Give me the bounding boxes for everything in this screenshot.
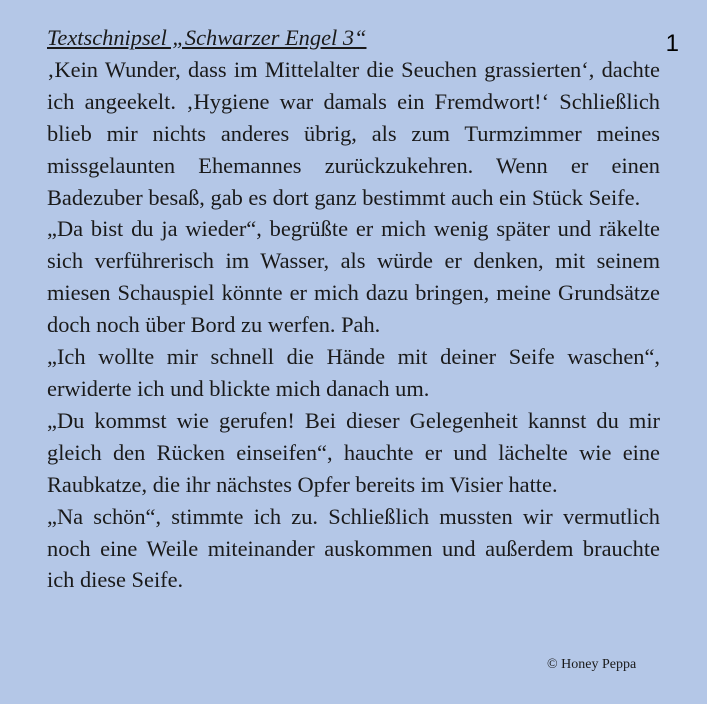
- text-block: [47, 22, 660, 596]
- copyright-notice: © Honey Peppa: [547, 657, 637, 672]
- excerpt-title: Textschnipsel „Schwarzer Engel 3“: [47, 25, 367, 50]
- paragraph-5: „Na schön“, stimmte ich zu. Schließlich mussten wir vermutlich noch eine Weile miteinander auskommen und außerdem brauchte ich diese Seife.: [47, 503, 660, 593]
- page-number: 1: [665, 30, 679, 57]
- paragraph-3: „Ich wollte mir schnell die Hände mit deiner Seife waschen“, erwiderte ich und blickte mich danach um.: [47, 344, 660, 401]
- paragraph-1: ‚Kein Wunder, dass im Mittelalter die Seuchen grassierten‘, dachte ich angeekelt. ‚Hygiene war damals ein Fremdwort!‘ Schließlich blieb mir nichts anderes übrig, als zum Turmzimmer meines missgelaunten Ehemannes zurückzukehren. Wenn er einen Badezuber besaß, gab es dort ganz bestimmt auch ein Stück Seife.: [47, 56, 660, 210]
- paragraph-2: „Da bist du ja wieder“, begrüßte er mich wenig später und räkelte sich verführerisch im Wasser, als würde er denken, mit seinem miesen Schauspiel könnte er mich dazu bringen, meine Grundsätze doch noch über Bord zu werfen. Pah.: [47, 216, 660, 338]
- paragraph-4: „Du kommst wie gerufen! Bei dieser Gelegenheit kannst du mir gleich den Rücken einseifen“, hauchte er und lächelte wie eine Raubkatze, die ihr nächstes Opfer bereits im Visier hatte.: [47, 407, 660, 497]
